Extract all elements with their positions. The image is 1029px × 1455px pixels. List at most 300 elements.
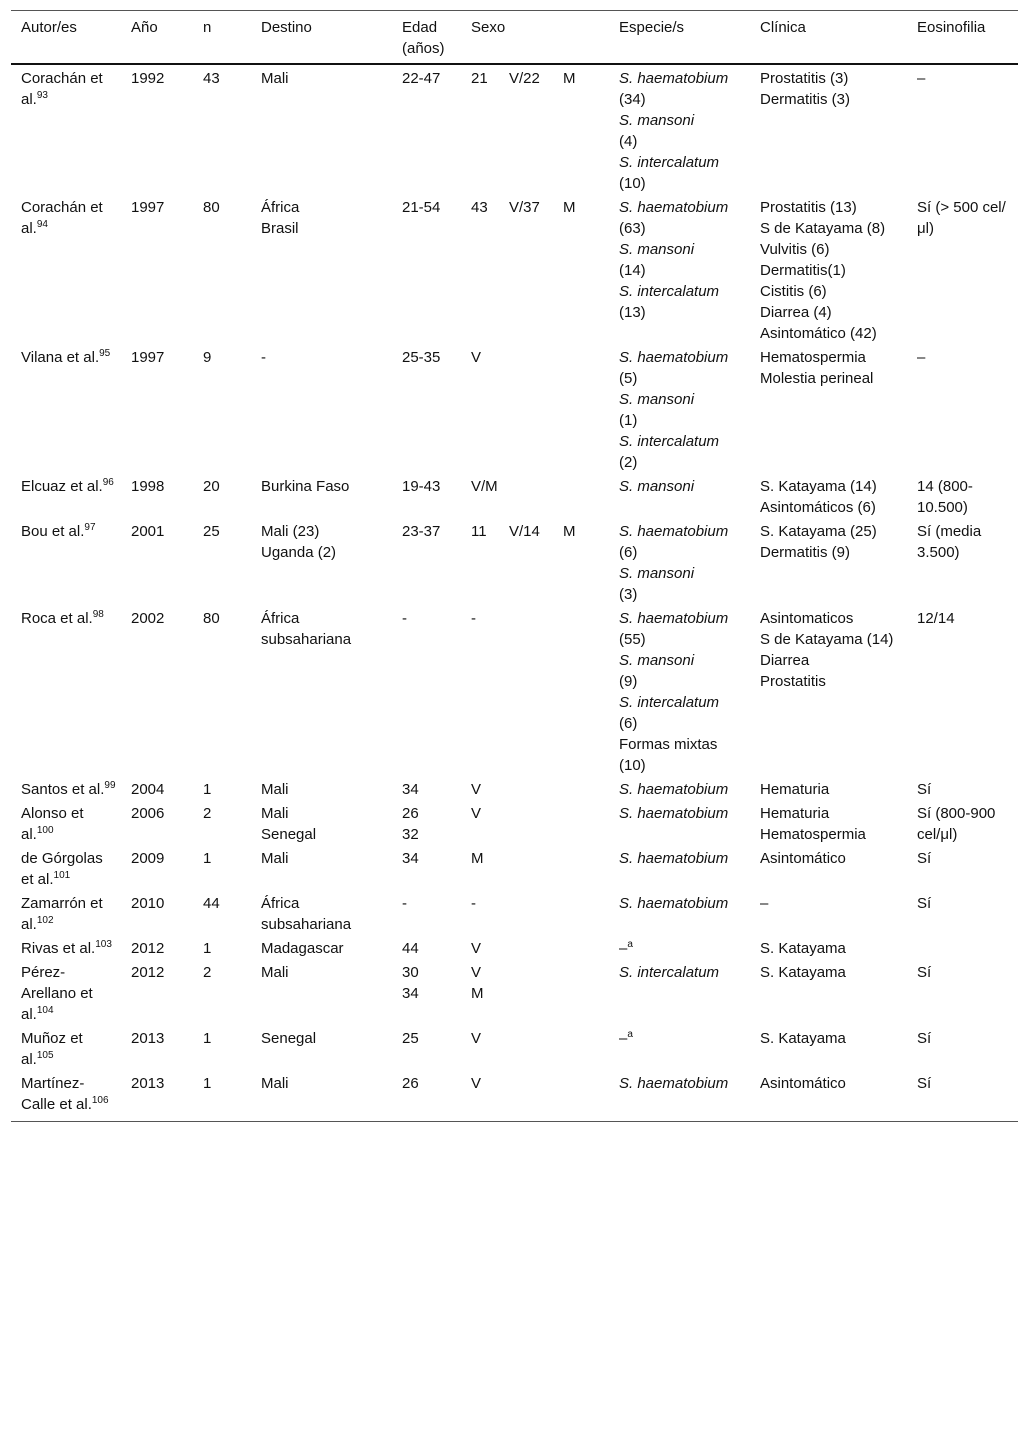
species-count: (55) (619, 631, 646, 648)
destino-line: Mali (23) (261, 523, 320, 540)
sexo-count: V/37 (509, 199, 540, 216)
header-clinica: Clínica (760, 19, 806, 36)
clinica-line: Dermatitis(1) (760, 262, 846, 279)
header-especies: Especie/s (619, 19, 685, 36)
cell-destino (251, 474, 392, 519)
sexo-line: V (471, 349, 482, 366)
reference-number: 100 (36, 825, 54, 836)
cell-clinica (750, 606, 907, 777)
table-row (11, 519, 1018, 606)
clinica-line: S. Katayama (14) (760, 478, 877, 495)
species-count: – (619, 1030, 628, 1047)
cell-destino (251, 1026, 392, 1071)
cell-autores (11, 891, 121, 936)
species-name: S. mansoni (619, 112, 695, 129)
species-count: Formas mixtas (10) (619, 736, 718, 774)
species-count: (34) (619, 91, 646, 108)
sexo-line: V (471, 964, 482, 981)
species-name: S. mansoni (619, 391, 695, 408)
cell-clinica (750, 846, 907, 891)
cell-especies (609, 1026, 750, 1071)
cell-clinica (750, 936, 907, 960)
species-count: (2) (619, 454, 638, 471)
sexo-line: M (471, 985, 484, 1002)
edad-line: 44 (402, 940, 419, 957)
cell-n: 44 (203, 895, 220, 912)
cell-n: 80 (203, 199, 220, 216)
edad-line: 32 (402, 826, 419, 843)
clinica-line: Asintomáticos (6) (760, 499, 876, 516)
cell-edad (392, 345, 461, 474)
cell-clinica (750, 64, 907, 195)
species-name: S. haematobium (619, 70, 729, 87)
reference-number: 102 (36, 915, 54, 926)
author-name: Muñoz et al. (21, 1030, 83, 1068)
cell-destino (251, 936, 392, 960)
cell-anio: 2001 (131, 523, 165, 540)
table-row (11, 606, 1018, 777)
destino-line: Mali (261, 781, 289, 798)
cell-sexo (461, 64, 609, 195)
cell-especies (609, 846, 750, 891)
table-row (11, 891, 1018, 936)
species-count: (6) (619, 715, 638, 732)
clinica-line: Prostatitis (13) (760, 199, 857, 216)
cell-anio: 1997 (131, 349, 165, 366)
destino-line: Mali (261, 70, 289, 87)
author-name: Elcuaz et al. (21, 478, 103, 495)
destino-line: África subsahariana (261, 895, 352, 933)
cell-destino (251, 777, 392, 801)
sexo-split (471, 68, 605, 89)
species-name: S. haematobium (619, 805, 729, 822)
table-row (11, 846, 1018, 891)
cell-n: 80 (203, 610, 220, 627)
edad-line: 34 (402, 850, 419, 867)
cell-clinica (750, 519, 907, 606)
cell-autores (11, 936, 121, 960)
sexo-label: M (563, 523, 576, 540)
clinica-line: Asintomático (760, 850, 846, 867)
edad-line: 25-35 (402, 349, 441, 366)
species-count: (5) (619, 370, 638, 387)
species-name: S. intercalatum (619, 694, 720, 711)
cell-n: 2 (203, 964, 212, 981)
author-name: Rivas et al. (21, 940, 96, 957)
table-row (11, 960, 1018, 1026)
clinica-line: Asintomático (42) (760, 325, 877, 342)
cell-anio: 2004 (131, 781, 165, 798)
sexo-split (471, 197, 605, 218)
cell-sexo (461, 846, 609, 891)
reference-number: 98 (92, 609, 104, 620)
destino-line: Senegal (261, 826, 317, 843)
footnote-marker: a (627, 1029, 633, 1040)
species-count: (3) (619, 586, 638, 603)
cell-autores (11, 64, 121, 195)
cell-edad (392, 519, 461, 606)
cell-especies (609, 777, 750, 801)
cell-n: 1 (203, 1075, 212, 1092)
sexo-line: M (471, 850, 484, 867)
cell-anio: 2013 (131, 1075, 165, 1092)
cell-anio: 2010 (131, 895, 165, 912)
cell-anio: 2012 (131, 940, 165, 957)
species-name: S. haematobium (619, 895, 729, 912)
table-row (11, 1071, 1018, 1122)
header-autores: Autor/es (21, 19, 77, 36)
cell-eosinofilia: – (917, 349, 926, 366)
cell-eosinofilia: 12/14 (917, 610, 955, 627)
reference-number: 96 (102, 477, 114, 488)
cell-anio: 1992 (131, 70, 165, 87)
cell-destino (251, 846, 392, 891)
species-count: (9) (619, 673, 638, 690)
species-name: S. intercalatum (619, 964, 720, 981)
cell-eosinofilia: Sí (917, 964, 932, 981)
table-body (11, 64, 1018, 1122)
cell-especies (609, 345, 750, 474)
cell-n: 1 (203, 781, 212, 798)
clinica-line: Asintomaticos (760, 610, 854, 627)
cell-n: 43 (203, 70, 220, 87)
clinica-line: Dermatitis (3) (760, 91, 851, 108)
cell-sexo (461, 1071, 609, 1122)
cell-sexo (461, 606, 609, 777)
species-name: S. haematobium (619, 781, 729, 798)
cell-sexo (461, 1026, 609, 1071)
reference-number: 104 (36, 1005, 54, 1016)
cell-autores (11, 846, 121, 891)
cell-eosinofilia: Sí (media 3.500) (917, 523, 982, 561)
cell-eosinofilia: Sí (917, 781, 932, 798)
sexo-count: 11 (471, 523, 487, 540)
cell-sexo (461, 519, 609, 606)
sexo-count: 43 (471, 199, 488, 216)
cell-edad (392, 195, 461, 345)
sexo-label: M (563, 199, 576, 216)
cell-clinica (750, 1026, 907, 1071)
cell-anio: 2009 (131, 850, 165, 867)
cell-autores (11, 195, 121, 345)
cell-especies (609, 606, 750, 777)
cell-eosinofilia: Sí (800-900 cel/μl) (917, 805, 996, 843)
cell-especies (609, 1071, 750, 1122)
cell-destino (251, 801, 392, 846)
cell-eosinofilia: Sí (> 500 cel/μl) (917, 199, 1006, 237)
author-name: Martínez-Calle et al. (21, 1075, 92, 1113)
cell-eosinofilia: – (917, 70, 926, 87)
cell-autores (11, 474, 121, 519)
cell-n: 9 (203, 349, 212, 366)
species-name: S. haematobium (619, 199, 729, 216)
cell-clinica (750, 195, 907, 345)
clinica-line: Prostatitis (3) (760, 70, 849, 87)
edad-line: 34 (402, 781, 419, 798)
author-name: de Górgolas et al. (21, 850, 103, 888)
species-count: (63) (619, 220, 646, 237)
edad-line: 26 (402, 805, 419, 822)
table-row (11, 801, 1018, 846)
table-row (11, 1026, 1018, 1071)
reference-number: 101 (53, 870, 71, 881)
destino-line: Mali (261, 1075, 289, 1092)
cell-clinica (750, 1071, 907, 1122)
author-name: Bou et al. (21, 523, 85, 540)
clinica-line: Cistitis (6) (760, 283, 827, 300)
cell-edad (392, 801, 461, 846)
reference-number: 99 (104, 780, 116, 791)
cell-especies (609, 960, 750, 1026)
clinica-line: Diarrea (760, 652, 810, 669)
cell-autores (11, 345, 121, 474)
species-name: S. intercalatum (619, 433, 720, 450)
cell-edad (392, 777, 461, 801)
cell-destino (251, 606, 392, 777)
cell-especies (609, 519, 750, 606)
footnote-marker: a (627, 939, 633, 950)
edad-line: 26 (402, 1075, 419, 1092)
cell-edad (392, 936, 461, 960)
cell-destino (251, 345, 392, 474)
clinica-line: S. Katayama (760, 964, 846, 981)
cell-eosinofilia: Sí (917, 850, 932, 867)
reference-number: 103 (95, 939, 112, 950)
cell-autores (11, 801, 121, 846)
edad-line: 25 (402, 1030, 419, 1047)
cell-clinica (750, 777, 907, 801)
clinica-line: S de Katayama (8) (760, 220, 886, 237)
clinica-line: Dermatitis (9) (760, 544, 851, 561)
clinica-line: Asintomático (760, 1075, 846, 1092)
sexo-label: M (563, 70, 576, 87)
sexo-line: V (471, 1030, 482, 1047)
cell-clinica (750, 474, 907, 519)
edad-line: 34 (402, 985, 419, 1002)
cell-n: 20 (203, 478, 220, 495)
species-count: (10) (619, 175, 646, 192)
cell-sexo (461, 801, 609, 846)
cell-anio: 1998 (131, 478, 165, 495)
edad-line: 19-43 (402, 478, 441, 495)
header-eosinofilia: Eosinofilia (917, 19, 986, 36)
species-name: S. haematobium (619, 1075, 729, 1092)
clinica-line: Diarrea (4) (760, 304, 832, 321)
cell-sexo (461, 474, 609, 519)
cell-edad (392, 64, 461, 195)
clinica-line: Hematuria (760, 805, 830, 822)
cell-edad (392, 1026, 461, 1071)
table-row (11, 64, 1018, 195)
cell-clinica (750, 345, 907, 474)
cell-anio: 1997 (131, 199, 165, 216)
cell-edad (392, 474, 461, 519)
header-anio: Año (131, 19, 158, 36)
cell-destino (251, 891, 392, 936)
cell-anio: 2013 (131, 1030, 165, 1047)
sexo-line: - (471, 895, 476, 912)
edad-line: - (402, 895, 407, 912)
cell-anio: 2012 (131, 964, 165, 981)
cell-autores (11, 777, 121, 801)
species-name: S. intercalatum (619, 283, 720, 300)
destino-line: Uganda (2) (261, 544, 337, 561)
author-name: Santos et al. (21, 781, 105, 798)
destino-line: África subsahariana (261, 610, 352, 648)
cell-sexo (461, 936, 609, 960)
table-row (11, 777, 1018, 801)
cell-edad (392, 960, 461, 1026)
clinica-line: Hematuria (760, 781, 830, 798)
table-row (11, 474, 1018, 519)
clinica-line: Hematospermia (760, 349, 866, 366)
reference-number: 95 (99, 348, 111, 359)
clinica-line: Molestia perineal (760, 370, 874, 387)
cell-clinica (750, 801, 907, 846)
cell-n: 2 (203, 805, 212, 822)
cell-especies (609, 801, 750, 846)
edad-line: 21-54 (402, 199, 441, 216)
species-name: S. mansoni (619, 565, 695, 582)
species-count: (6) (619, 544, 638, 561)
destino-line: Senegal (261, 1030, 317, 1047)
cell-edad (392, 891, 461, 936)
clinica-line: S. Katayama (25) (760, 523, 877, 540)
cell-especies (609, 936, 750, 960)
clinica-line: S de Katayama (14) (760, 631, 894, 648)
species-count: (4) (619, 133, 638, 150)
destino-line: África (261, 199, 300, 216)
cell-especies (609, 195, 750, 345)
species-name: S. haematobium (619, 850, 729, 867)
clinica-line: – (760, 895, 769, 912)
sexo-line: V (471, 940, 482, 957)
table-row (11, 936, 1018, 960)
cell-n: 1 (203, 940, 212, 957)
clinica-line: Prostatitis (760, 673, 826, 690)
cell-destino (251, 1071, 392, 1122)
cell-destino (251, 195, 392, 345)
reference-number: 94 (36, 219, 48, 230)
author-name: Corachán et al. (21, 70, 103, 108)
header-sexo: Sexo (471, 19, 506, 36)
destino-line: Mali (261, 850, 289, 867)
destino-line: Brasil (261, 220, 299, 237)
destino-line: Mali (261, 805, 289, 822)
header-row (11, 11, 1018, 65)
species-count: (14) (619, 262, 646, 279)
clinica-line: Vulvitis (6) (760, 241, 830, 258)
cell-destino (251, 960, 392, 1026)
cell-destino (251, 64, 392, 195)
author-name: Alonso et al. (21, 805, 84, 843)
species-name: S. intercalatum (619, 154, 720, 171)
cell-eosinofilia (907, 936, 1018, 960)
reference-number: 106 (91, 1095, 109, 1106)
reference-number: 105 (36, 1050, 54, 1061)
cell-sexo (461, 891, 609, 936)
header-destino: Destino (261, 19, 312, 36)
cell-especies (609, 64, 750, 195)
edad-line: 22-47 (402, 70, 441, 87)
sexo-split (471, 521, 605, 542)
cell-especies (609, 474, 750, 519)
species-count: – (619, 940, 628, 957)
author-name: Roca et al. (21, 610, 93, 627)
header-edad: Edad (años) (402, 19, 445, 57)
clinica-line: Hematospermia (760, 826, 866, 843)
sexo-line: V (471, 1075, 482, 1092)
cell-autores (11, 519, 121, 606)
author-name: Pérez-Arellano et al. (21, 964, 93, 1023)
cell-edad (392, 846, 461, 891)
cell-anio: 2006 (131, 805, 165, 822)
cell-autores (11, 1071, 121, 1122)
cell-clinica (750, 891, 907, 936)
cell-n: 1 (203, 850, 212, 867)
cell-autores (11, 1026, 121, 1071)
cell-n: 25 (203, 523, 220, 540)
schistosomiasis-studies-table (11, 10, 1018, 1122)
cell-sexo (461, 345, 609, 474)
destino-line: Madagascar (261, 940, 344, 957)
clinica-line: S. Katayama (760, 940, 846, 957)
cell-autores (11, 606, 121, 777)
cell-destino (251, 519, 392, 606)
author-name: Vilana et al. (21, 349, 100, 366)
sexo-line: V (471, 805, 482, 822)
table-row (11, 195, 1018, 345)
species-name: S. haematobium (619, 523, 729, 540)
species-name: S. mansoni (619, 652, 695, 669)
edad-line: - (402, 610, 407, 627)
species-name: S. haematobium (619, 349, 729, 366)
destino-line: Mali (261, 964, 289, 981)
author-name: Zamarrón et al. (21, 895, 103, 933)
species-name: S. mansoni (619, 478, 695, 495)
sexo-line: V (471, 781, 482, 798)
reference-number: 93 (36, 90, 48, 101)
sexo-count: 21 (471, 70, 488, 87)
cell-n: 1 (203, 1030, 212, 1047)
sexo-line: - (471, 610, 476, 627)
cell-autores (11, 960, 121, 1026)
species-name: S. mansoni (619, 241, 695, 258)
cell-especies (609, 891, 750, 936)
cell-sexo (461, 195, 609, 345)
edad-line: 23-37 (402, 523, 441, 540)
species-count: (1) (619, 412, 638, 429)
sexo-count: V/22 (509, 70, 540, 87)
cell-eosinofilia: Sí (917, 1075, 932, 1092)
cell-clinica (750, 960, 907, 1026)
reference-number: 97 (84, 522, 96, 533)
cell-eosinofilia: Sí (917, 895, 932, 912)
sexo-count: V/14 (509, 523, 540, 540)
cell-sexo (461, 960, 609, 1026)
cell-eosinofilia: Sí (917, 1030, 932, 1047)
destino-line: - (261, 349, 266, 366)
table-row (11, 345, 1018, 474)
edad-line: 30 (402, 964, 419, 981)
destino-line: Burkina Faso (261, 478, 350, 495)
species-name: S. haematobium (619, 610, 729, 627)
cell-sexo (461, 777, 609, 801)
author-name: Corachán et al. (21, 199, 103, 237)
clinica-line: S. Katayama (760, 1030, 846, 1047)
cell-edad (392, 606, 461, 777)
cell-eosinofilia: 14 (800-10.500) (917, 478, 973, 516)
